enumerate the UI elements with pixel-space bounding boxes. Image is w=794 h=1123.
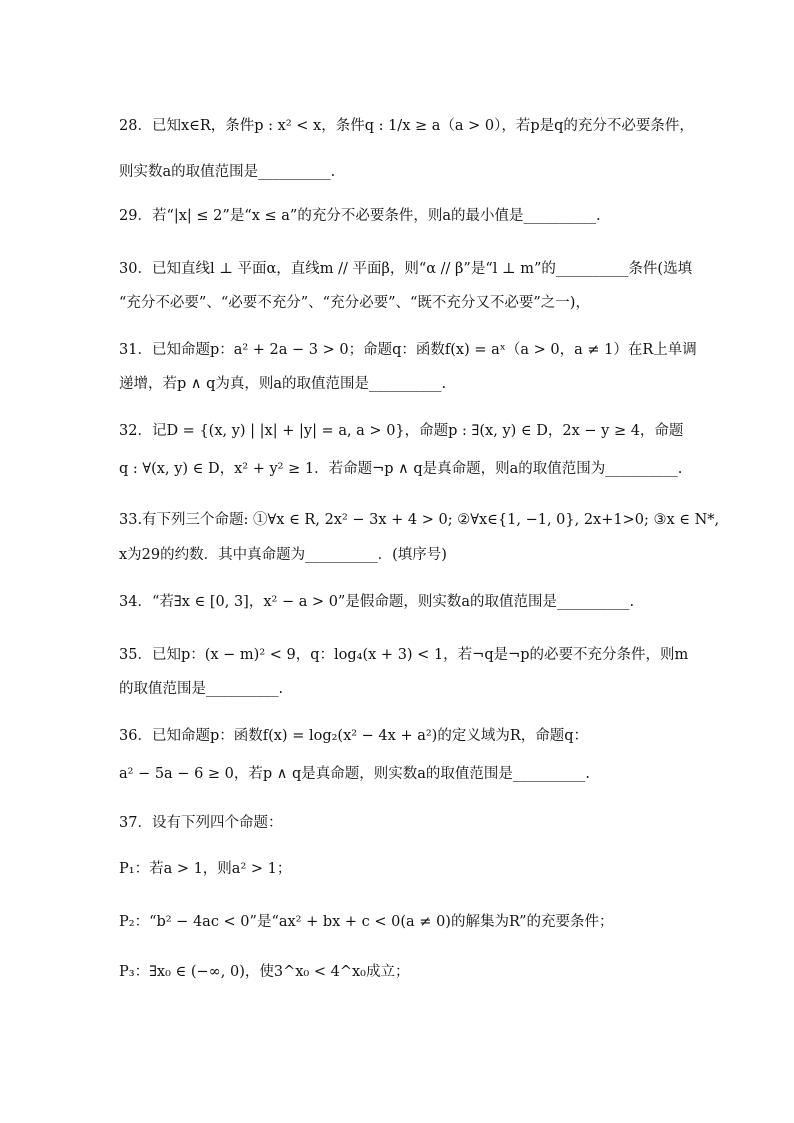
problem-30-line-2: “充分不必要”、“必要不充分”、“充分必要”、“既不充分又不必要”之一)， bbox=[119, 295, 590, 311]
problem-37-p1: P₁：若a > 1，则a² > 1； bbox=[119, 861, 292, 877]
problem-35-line-2: 的取值范围是__________. bbox=[119, 681, 284, 697]
problem-33-line-1: 33.有下列三个命题: ①∀x ∈ R, 2x² − 3x + 4 > 0; ②∀x∈{1, −1, 0}, 2x+1>0; ③x ∈ N*, bbox=[119, 512, 720, 528]
problem-28-line-2: 则实数a的取值范围是__________. bbox=[119, 164, 336, 180]
problem-31-line-1: 31．已知命题p：a² + 2a − 3 > 0；命题q：函数f(x) = aˣ（a > 0，a ≠ 1）在R上单调 bbox=[119, 342, 697, 358]
problem-34-line-1: 34．“若∃x ∈ [0, 3]，x² − a > 0”是假命题，则实数a的取值范围是__________. bbox=[119, 594, 635, 610]
problem-36-line-2: a² − 5a − 6 ≥ 0，若p ∧ q是真命题，则实数a的取值范围是__________. bbox=[119, 766, 591, 782]
problem-37-line-1: 37．设有下列四个命题： bbox=[119, 815, 283, 831]
problem-28-line-1: 28．已知x∈R，条件p : x² < x，条件q : 1/x ≥ a（a > 0），若p是q的充分不必要条件， bbox=[119, 118, 694, 134]
problem-36-line-1: 36．已知命题p：函数f(x) = log₂(x² − 4x + a²)的定义域为R，命题q： bbox=[119, 728, 589, 744]
problem-37-p3: P₃：∃x₀ ∈ (−∞, 0)，使3^x₀ < 4^x₀成立； bbox=[119, 964, 410, 980]
problem-29-line-1: 29．若“|x| ≤ 2”是“x ≤ a”的充分不必要条件，则a的最小值是__________. bbox=[119, 208, 601, 224]
problem-31-line-2: 递增，若p ∧ q为真，则a的取值范围是__________. bbox=[119, 376, 447, 392]
problem-35-line-1: 35．已知p：(x − m)² < 9，q：log₄(x + 3) < 1，若¬q是¬p的必要不充分条件，则m bbox=[119, 647, 689, 663]
problem-32-line-2: q : ∀(x, y) ∈ D，x² + y² ≥ 1．若命题¬p ∧ q是真命题，则a的取值范围为__________. bbox=[119, 461, 683, 477]
problem-37-p2: P₂：“b² − 4ac < 0”是“ax² + bx + c < 0(a ≠ 0)的解集为R”的充要条件； bbox=[119, 914, 614, 930]
problem-32-line-1: 32．记D = {(x, y) | |x| + |y| = a, a > 0}，命题p : ∃(x, y) ∈ D，2x − y ≥ 4，命题 bbox=[119, 423, 684, 439]
problem-33-line-2: x为29的约数．其中真命题为__________．(填序号) bbox=[119, 547, 447, 563]
problem-30-line-1: 30．已知直线l ⊥ 平面α，直线m // 平面β，则“α // β”是“l ⊥ m”的__________条件(选填 bbox=[119, 261, 693, 277]
